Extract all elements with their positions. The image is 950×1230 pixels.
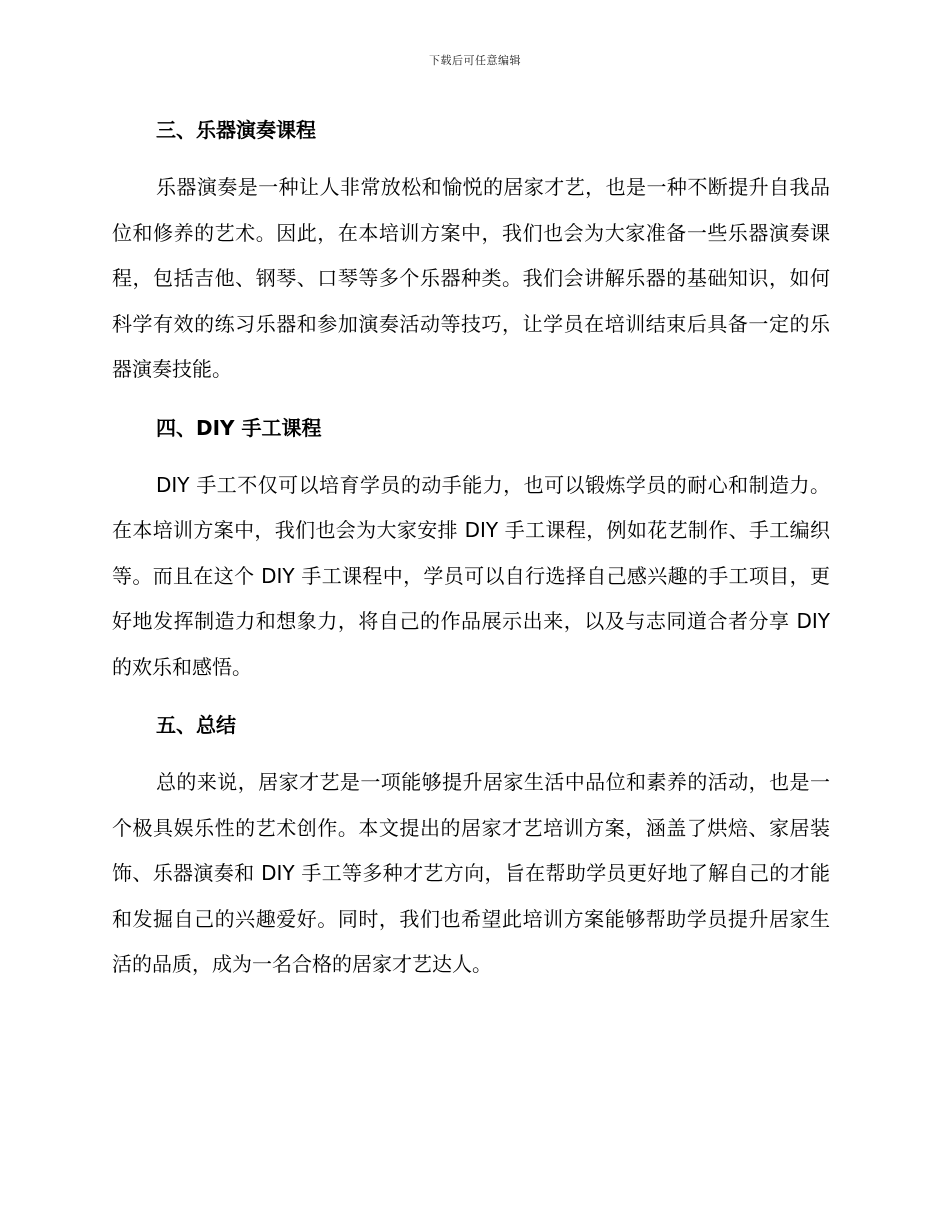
document-body [112, 108, 830, 1001]
section-diy-course [112, 406, 830, 691]
section-paragraph: 乐器演奏是一种让人非常放松和愉悦的居家才艺，也是一种不断提升自我品位和修养的艺术。因此，在本培训方案中，我们也会为大家准备一些乐器演奏课程，包括吉他、钢琴、口琴等多个乐器种类。我们会讲解乐器的基础知识，如何科学有效的练习乐器和参加演奏活动等技巧，让学员在培训结束后具备一定的乐器演奏技能。 [112, 175, 830, 381]
section-heading: 五、总结 [156, 713, 236, 737]
section-instrument-course [112, 108, 830, 393]
section-heading: 四、DIY 手工课程 [156, 415, 322, 440]
section-paragraph: DIY 手工不仅可以培育学员的动手能力，也可以锻炼学员的耐心和制造力。在本培训方案中，我们也会为大家安排 DIY 手工课程，例如花艺制作、手工编织等。而且在这个 DIY 手工课程中，学员可以自行选择自己感兴趣的手工项目，更好地发挥制造力和想象力，将自己的作品展示出来，以及与志同道合者分享 DIY 的欢乐和感悟。 [112, 472, 830, 679]
section-summary [112, 703, 830, 988]
section-paragraph: 总的来说，居家才艺是一项能够提升居家生活中品位和素养的活动，也是一个极具娱乐性的艺术创作。本文提出的居家才艺培训方案，涵盖了烘焙、家居装饰、乐器演奏和 DIY 手工等多种才艺方向，旨在帮助学员更好地了解自己的才能和发掘自己的兴趣爱好。同时，我们也希望此培训方案能够帮助学员提升居家生活的品质，成为一名合格的居家才艺达人。 [112, 770, 830, 976]
page-header-note: 下载后可任意编辑 [429, 54, 521, 67]
section-heading: 三、乐器演奏课程 [156, 118, 316, 142]
